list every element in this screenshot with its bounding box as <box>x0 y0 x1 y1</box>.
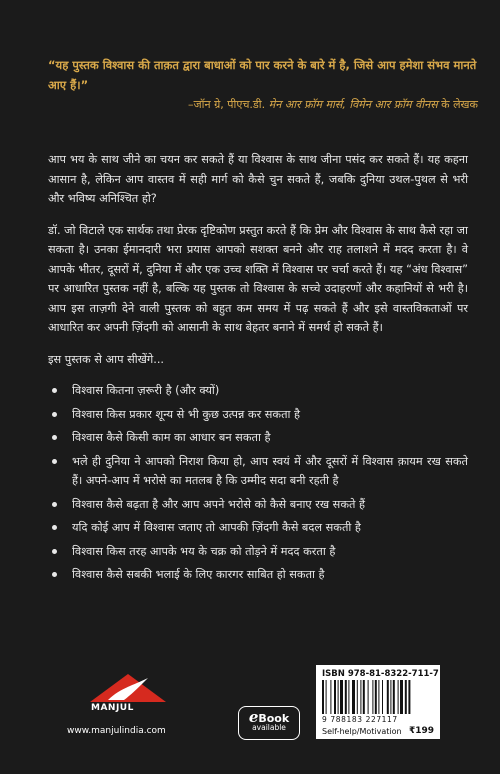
list-item: विश्वास किस तरह आपके भय के चक्र को तोड़ने में मदद करता है <box>48 542 468 562</box>
learn-title: इस पुस्तक से आप सीखेंगे... <box>48 352 165 366</box>
barcode-stripe <box>345 680 347 714</box>
barcode-stripe <box>387 680 389 714</box>
barcode-stripe <box>330 680 331 714</box>
list-item: विश्वास कैसे किसी काम का आधार बन सकता है <box>48 428 468 448</box>
endorsement-quote <box>48 55 478 115</box>
barcode-stripe <box>334 680 336 714</box>
barcode-stripe <box>382 680 383 714</box>
barcode-stripe <box>340 680 343 714</box>
attribution-suffix: के लेखक <box>437 98 478 111</box>
barcode-stripe <box>372 680 373 714</box>
genre-label: Self-help/Motivation <box>322 727 402 736</box>
barcode-stripe <box>322 680 324 714</box>
learning-list <box>48 381 468 585</box>
publisher-name: MANJUL <box>91 703 134 713</box>
ebook-book: Book <box>258 712 290 725</box>
barcode-stripe <box>400 680 403 714</box>
paragraph-2: डॉ. जो विटाले एक सार्थक तथा प्रेरक दृष्टिकोण प्रस्तुत करते हैं कि प्रेम और विश्वास के साथ कैसे रहा जा सकता है। उनका ईमानदारी भरा प्रयास आपको सशक्त बनने और राह तलाशने में मदद करता है। वे आपके भीतर, दूसरों में, दुनिया में और एक उच्च शक्ति में विश्वास पर चर्चा करते हैं। यह “अंध विश्वास” पर आधारित पुस्तक नहीं है, बल्कि यह पुस्तक तो विश्वास के सच्चे उदाहरणों और कहानियों से भरी है। आप इस ताज़गी देने वाली पुस्तक को बहुत कम समय में पढ़ सकते हैं और इसे वास्तविकताओं पर आधारित कर अपनी ज़िंदगी को आसानी के साथ बेहतर बनाने में समर्थ हो सकते हैं। <box>48 223 468 334</box>
quote-text: “यह पुस्तक विश्वास की ताक़त द्वारा बाधाओं को पार करने के बारे में है, जिसे आप हमेशा संभव मानते आए हैं।” <box>48 58 477 92</box>
quote-attribution <box>48 95 478 115</box>
barcode-stripe <box>405 680 407 714</box>
barcode-stripe <box>338 680 339 714</box>
list-item: विश्वास कैसे सबकी भलाई के लिए कारगर साबित हो सकता है <box>48 565 468 585</box>
list-item: भले ही दुनिया ने आपको निराश किया हो, आप स्वयं में और दूसरों में विश्वास क़ायम रख सकते हैं। अपने-आप में भरोसे का मतलब है कि उम्मीद सदा बनी रहती है <box>48 452 468 491</box>
barcode-stripe <box>326 680 327 714</box>
barcode-stripe <box>363 680 365 714</box>
publisher-logo <box>88 670 168 726</box>
paragraph-1: आप भय के साथ जीने का चयन कर सकते हैं या विश्वास के साथ जीना पसंद कर सकते हैं। यह कहना आसान है, लेकिन आप वास्तव में सही मार्ग को कैसे चुन सकते हैं, जबकि दुनिया उथल-पुथल से भरी और भविष्य अनिश्चित हो? <box>48 153 468 205</box>
attribution-book: मेन आर फ्रॉम मार्स, विमेन आर फ्रॉम वीनस <box>268 98 438 111</box>
publisher-website: www.manjulindia.com <box>67 726 166 736</box>
ebook-available: available <box>252 723 286 732</box>
ebook-badge <box>238 706 300 740</box>
barcode-stripe <box>393 680 395 714</box>
list-item: विश्वास किस प्रकार शून्य से भी कुछ उत्पन्न कर सकता है <box>48 405 468 425</box>
list-item: विश्वास कैसे बढ़ता है और आप अपने भरोसे को कैसे बनाए रख सकते हैं <box>48 495 468 515</box>
barcode-number: 9 788183 227117 <box>322 715 398 724</box>
barcode-stripe <box>368 680 369 714</box>
barcode-stripe <box>390 680 391 714</box>
barcode <box>322 680 434 714</box>
barcode-stripe <box>408 680 410 714</box>
barcode-stripe <box>375 680 377 714</box>
barcode-stripe <box>357 680 358 714</box>
barcode-stripe <box>378 680 379 714</box>
barcode-stripe <box>398 680 399 714</box>
ebook-e: e <box>248 708 259 726</box>
barcode-stripe <box>360 680 361 714</box>
list-item: यदि कोई आप में विश्वास जताए तो आपकी ज़िंदगी कैसे बदल सकती है <box>48 518 468 538</box>
barcode-stripe <box>348 680 349 714</box>
isbn-number: ISBN 978-81-8322-711-7 <box>322 669 439 679</box>
barcode-panel <box>316 665 440 739</box>
attribution-prefix: –जॉन ग्रे, पीएच.डी. <box>187 98 269 111</box>
list-item: विश्वास कितना ज़रूरी है (और क्यों) <box>48 381 468 401</box>
barcode-stripe <box>352 680 355 714</box>
blurb <box>48 150 468 589</box>
price-label: ₹199 <box>408 726 434 736</box>
